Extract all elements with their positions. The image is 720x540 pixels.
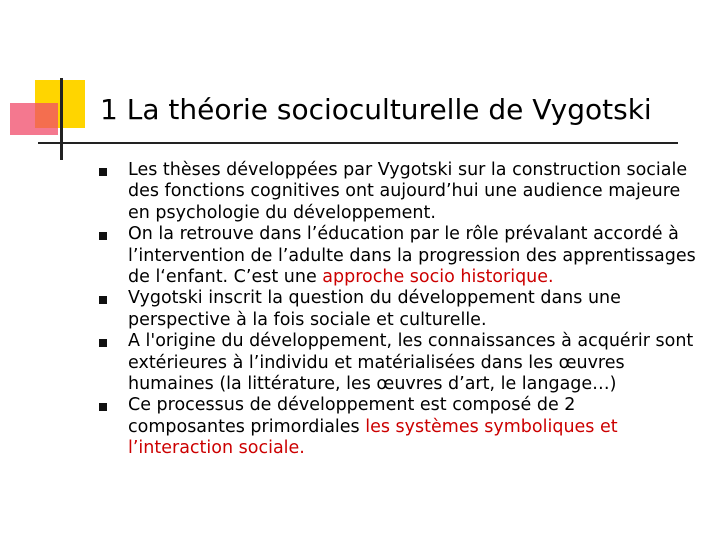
highlighted-text: approche socio historique. <box>322 267 554 288</box>
title-decoration <box>0 0 120 170</box>
slide-title: 1 La théorie socioculturelle de Vygotski <box>100 93 652 126</box>
bullet-square-icon <box>99 403 107 411</box>
bullet-text: A l'origine du développement, les connaissances à acquérir sont extérieures à l’individu et matérialisées dans les œuvres humaines (la littérature, les œuvres d’art, le langage…) <box>128 331 694 395</box>
bullet-square-icon <box>99 232 107 240</box>
bullet-list <box>96 160 696 460</box>
bullet-item <box>96 160 696 224</box>
bullet-item <box>96 395 696 459</box>
bullet-text: Les thèses développées par Vygotski sur la construction sociale des fonctions cognitives ont aujourd’hui une audience majeure en psychologie du développement. <box>128 160 688 223</box>
vertical-rule <box>60 78 63 160</box>
bullet-text: Ce processus de développement est composé de 2 composantes primordiales <box>128 395 576 437</box>
highlighted-text: les systèmes symboliques et l’interaction sociale. <box>128 416 618 459</box>
bullet-item <box>96 224 696 288</box>
bullet-item <box>96 331 696 395</box>
bullet-item <box>96 288 696 331</box>
bullet-square-icon <box>99 296 107 304</box>
bullet-square-icon <box>99 339 107 347</box>
bullet-text: On la retrouve dans l’éducation par le rôle prévalant accordé à l’intervention de l’adulte dans la progression des apprentissages de l‘enfant. C’est une <box>128 224 696 288</box>
title-underline <box>38 142 678 144</box>
bullet-text: Vygotski inscrit la question du développement dans une perspective à la fois sociale et culturelle. <box>128 288 621 330</box>
red-square-decoration <box>10 103 58 135</box>
bullet-square-icon <box>99 168 107 176</box>
